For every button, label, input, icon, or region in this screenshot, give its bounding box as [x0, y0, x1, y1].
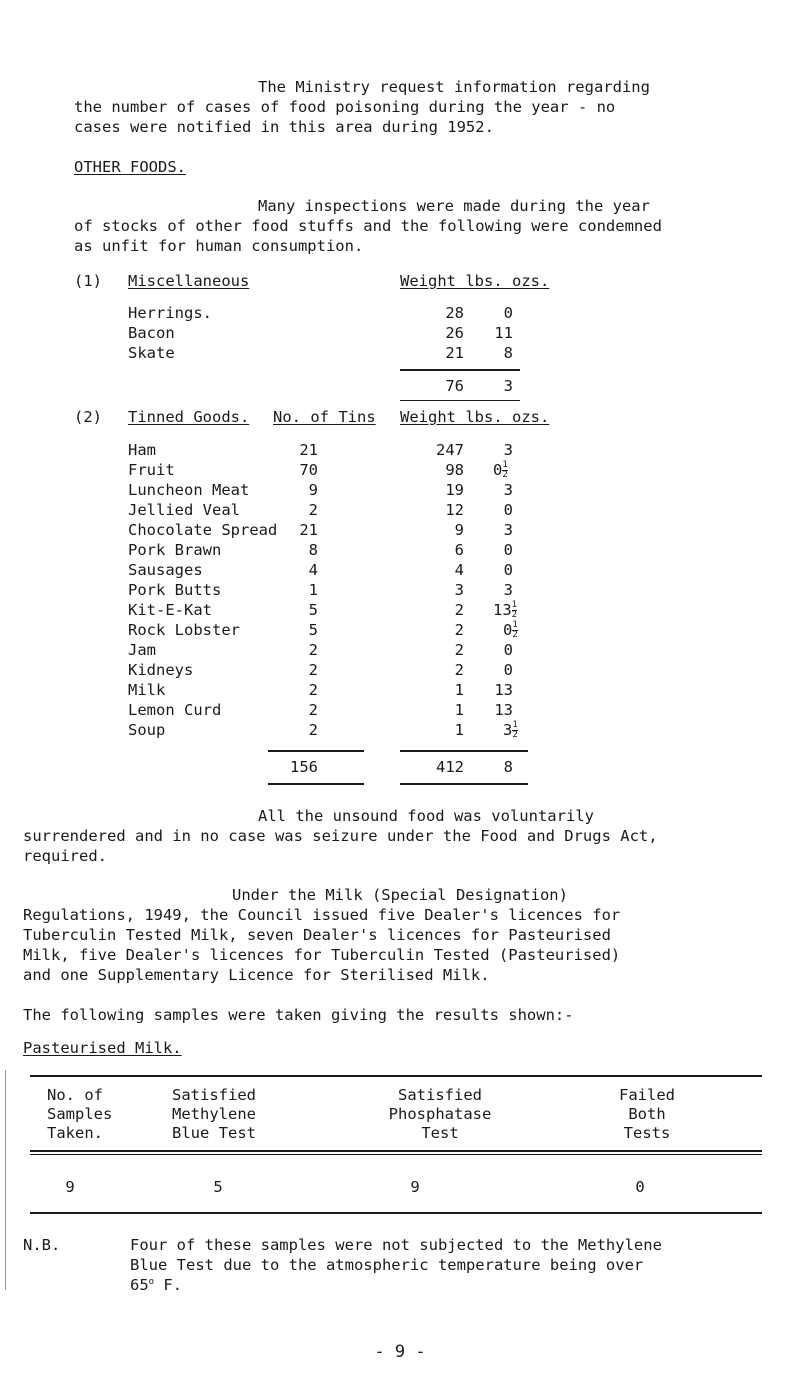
header-phosphatase: Satisfied Phosphatase Test: [388, 1086, 492, 1142]
page-number: - 9 -: [374, 1342, 426, 1362]
tinned-ozs: 0: [503, 661, 513, 679]
note-label: N.B.: [23, 1236, 61, 1254]
tinned-tins: 9: [308, 481, 318, 499]
tinned-item: Lemon Curd: [128, 701, 222, 719]
tinned-ozs: 3 $\frac{1}{2}$: [503, 720, 518, 740]
header-failed-both: Failed Both Tests: [619, 1086, 675, 1142]
half-fraction: $\frac{1}{2}$: [512, 720, 518, 740]
tinned-lbs: 98: [445, 461, 464, 479]
tinned-tins: 2: [308, 661, 318, 679]
tinned-ozs: 3: [503, 481, 513, 499]
milk-regs-line-5: and one Supplementary Licence for Sterilised Milk.: [23, 966, 490, 984]
tinned-title: Tinned Goods.: [128, 408, 250, 426]
misc-item: Bacon: [128, 324, 175, 342]
tinned-tins: 5: [308, 601, 318, 619]
tinned-tins: 8: [308, 541, 318, 559]
tinned-ozs: 3: [503, 441, 513, 459]
tinned-item: Soup: [128, 721, 166, 739]
misc-lbs: 26: [445, 324, 464, 342]
tinned-ozs: 3: [503, 521, 513, 539]
tinned-total-lbs: 412: [436, 758, 464, 776]
tinned-lbs: 3: [454, 581, 464, 599]
tinned-item: Chocolate Spread: [128, 521, 278, 539]
tinned-tins: 2: [308, 721, 318, 739]
misc-total-lbs: 76: [445, 377, 464, 395]
misc-title: Miscellaneous: [128, 272, 250, 290]
tinned-lbs: 2: [454, 601, 464, 619]
tinned-item: Pork Butts: [128, 581, 222, 599]
tins-bottom-rule: [268, 783, 364, 785]
tinned-lbs: 2: [454, 621, 464, 639]
tinned-weight-header: Weight lbs. ozs.: [400, 408, 550, 426]
tinned-tins: 2: [308, 701, 318, 719]
other-foods-line-1: Many inspections were made during the year: [258, 197, 650, 215]
misc-total-rule: [400, 369, 520, 371]
samples-header-rule: [30, 1150, 762, 1152]
weight-bottom-rule: [400, 783, 528, 785]
other-foods-heading: OTHER FOODS.: [74, 158, 186, 176]
weight-total-rule: [400, 750, 528, 752]
tinned-item: Fruit: [128, 461, 175, 479]
samples-subheading: Pasteurised Milk.: [23, 1039, 182, 1057]
milk-regs-line-3: Tuberculin Tested Milk, seven Dealer's licences for Pasteurised: [23, 926, 611, 944]
tinned-item: Kidneys: [128, 661, 194, 679]
tinned-ozs: 0: [503, 561, 513, 579]
half-fraction: $\frac{1}{2}$: [502, 460, 508, 480]
tinned-lbs: 1: [454, 701, 464, 719]
tinned-lbs: 19: [445, 481, 464, 499]
half-fraction: $\frac{1}{2}$: [512, 620, 518, 640]
tinned-item: Luncheon Meat: [128, 481, 250, 499]
milk-regs-line-4: Milk, five Dealer's licences for Tuberculin Tested (Pasteurised): [23, 946, 621, 964]
tinned-ozs: 13: [494, 681, 513, 699]
misc-number: (1): [74, 272, 102, 290]
samples-header-rule-2: [30, 1154, 762, 1155]
samples-top-rule: [30, 1075, 762, 1077]
tinned-tins: 2: [308, 681, 318, 699]
other-foods-line-3: as unfit for human consumption.: [74, 237, 364, 255]
tinned-tins: 21: [299, 521, 318, 539]
samples-bottom-rule: [30, 1212, 762, 1214]
tinned-number: (2): [74, 408, 102, 426]
intro-line-3: cases were notified in this area during 1952.: [74, 118, 494, 136]
tinned-ozs: 3: [503, 581, 513, 599]
tinned-lbs: 9: [454, 521, 464, 539]
tinned-item: Jam: [128, 641, 156, 659]
misc-item: Herrings.: [128, 304, 212, 322]
tinned-lbs: 2: [454, 641, 464, 659]
tinned-total-ozs: 8: [503, 758, 513, 776]
tinned-ozs: 0: [503, 541, 513, 559]
misc-ozs: 11: [494, 324, 513, 342]
page-edge-line: [5, 1070, 6, 1290]
intro-line-1: The Ministry request information regarding: [258, 78, 650, 96]
tinned-tins: 2: [308, 641, 318, 659]
tinned-item: Sausages: [128, 561, 203, 579]
tinned-lbs: 12: [445, 501, 464, 519]
surrender-line-1: All the unsound food was voluntarily: [258, 807, 594, 825]
surrender-line-3: required.: [23, 847, 107, 865]
tinned-total-tins: 156: [290, 758, 318, 776]
intro-line-2: the number of cases of food poisoning during the year - no: [74, 98, 616, 116]
tinned-lbs: 2: [454, 661, 464, 679]
tinned-ozs: 0 $\frac{1}{2}$: [503, 620, 518, 640]
note-line-3: 65$^o$ F.: [130, 1276, 183, 1294]
tinned-item: Ham: [128, 441, 156, 459]
misc-lbs: 28: [445, 304, 464, 322]
tinned-tins: 4: [308, 561, 318, 579]
misc-total-ozs: 3: [503, 377, 513, 395]
tinned-tins: 21: [299, 441, 318, 459]
misc-ozs: 8: [503, 344, 513, 362]
tinned-lbs: 1: [454, 721, 464, 739]
tinned-tins: 1: [308, 581, 318, 599]
samples-intro: The following samples were taken giving the results shown:-: [23, 1006, 574, 1024]
note-line-2: Blue Test due to the atmospheric temperature being over: [130, 1256, 644, 1274]
surrender-line-2: surrendered and in no case was seizure under the Food and Drugs Act,: [23, 827, 658, 845]
tinned-lbs: 4: [454, 561, 464, 579]
tinned-ozs: 0 $\frac{1}{2}$: [493, 460, 508, 480]
misc-bottom-rule: [400, 400, 520, 401]
tinned-ozs: 0: [503, 501, 513, 519]
tinned-item: Milk: [128, 681, 166, 699]
value-samples-taken: 9: [65, 1178, 75, 1196]
tinned-lbs: 6: [454, 541, 464, 559]
misc-weight-header: Weight lbs. ozs.: [400, 272, 550, 290]
tinned-tins: 70: [299, 461, 318, 479]
tinned-tins: 5: [308, 621, 318, 639]
header-methylene: Satisfied Methylene Blue Test: [172, 1086, 256, 1142]
misc-item: Skate: [128, 344, 175, 362]
tinned-ozs: 0: [503, 641, 513, 659]
tinned-item: Jellied Veal: [128, 501, 240, 519]
value-methylene: 5: [213, 1178, 223, 1196]
tinned-ozs: 13: [494, 701, 513, 719]
value-phosphatase: 9: [410, 1178, 420, 1196]
tinned-tins-header: No. of Tins: [273, 408, 376, 426]
tinned-item: Rock Lobster: [128, 621, 240, 639]
misc-lbs: 21: [445, 344, 464, 362]
value-failed-both: 0: [635, 1178, 645, 1196]
tinned-item: Pork Brawn: [128, 541, 222, 559]
milk-regs-line-1: Under the Milk (Special Designation): [232, 886, 568, 904]
tinned-ozs: 13 $\frac{1}{2}$: [493, 600, 518, 620]
misc-ozs: 0: [503, 304, 513, 322]
tinned-lbs: 247: [436, 441, 464, 459]
header-samples-taken: No. of Samples Taken.: [47, 1086, 113, 1142]
tinned-tins: 2: [308, 501, 318, 519]
tinned-lbs: 1: [454, 681, 464, 699]
tins-total-rule: [268, 750, 364, 752]
milk-regs-line-2: Regulations, 1949, the Council issued five Dealer's licences for: [23, 906, 621, 924]
note-line-1: Four of these samples were not subjected to the Methylene: [130, 1236, 662, 1254]
half-fraction: $\frac{1}{2}$: [511, 600, 518, 620]
tinned-item: Kit-E-Kat: [128, 601, 212, 619]
other-foods-line-2: of stocks of other food stuffs and the following were condemned: [74, 217, 662, 235]
